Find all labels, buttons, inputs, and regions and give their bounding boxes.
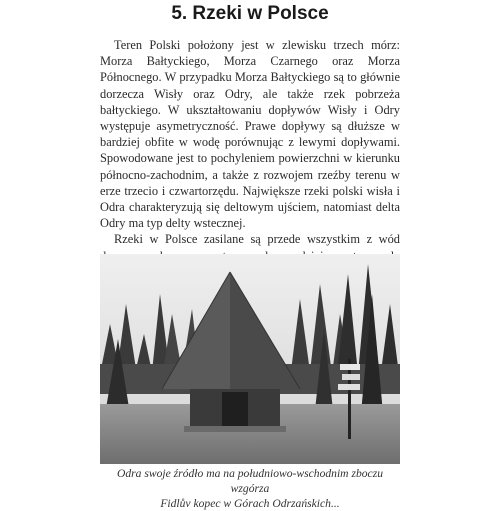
section-title: 5. Rzeki w Polsce [171,3,329,24]
photo-illustration [100,254,400,464]
caption-line: Odra swoje źródło ma na południowo-wschodnim zboczu wzgórza [116,467,384,495]
paragraph: Teren Polski położony jest w zlewisku trzech mórz: Morza Bałtyckiego, Morza Czarnego oraz Morza Północnego. W przypadku Morza Bałtyckiego są to głównie dorzecza Wisły oraz Odry, ale także rzek pobrzeża bałtyckiego. W ukształtowaniu dopływów Wisły i Odry występuje asymetryczność. Prawe dopływy są dłuższe w bardziej obfite w wodę porównując z lewymi dopływami. Spowodowane jest to pochyleniem powierzchni w kierunku północno-zachodnim, a także z rozwojem rzeźby terenu w erze trzecio i czwartorzędu. Największe rzeki polski wisła i Odra charakteryzują się deltowym ujściem, natomiast delta Odry ma typ delty wstecznej. [100,38,400,231]
photo-odra-spring-shelter [100,254,400,464]
paragraph: Rzeki w Polsce zasilane są przede wszystkim z wód [114,232,400,247]
photo-caption [98,466,402,511]
caption-line: Fidlův kopec w Górach Odrzańskich... [160,497,340,510]
